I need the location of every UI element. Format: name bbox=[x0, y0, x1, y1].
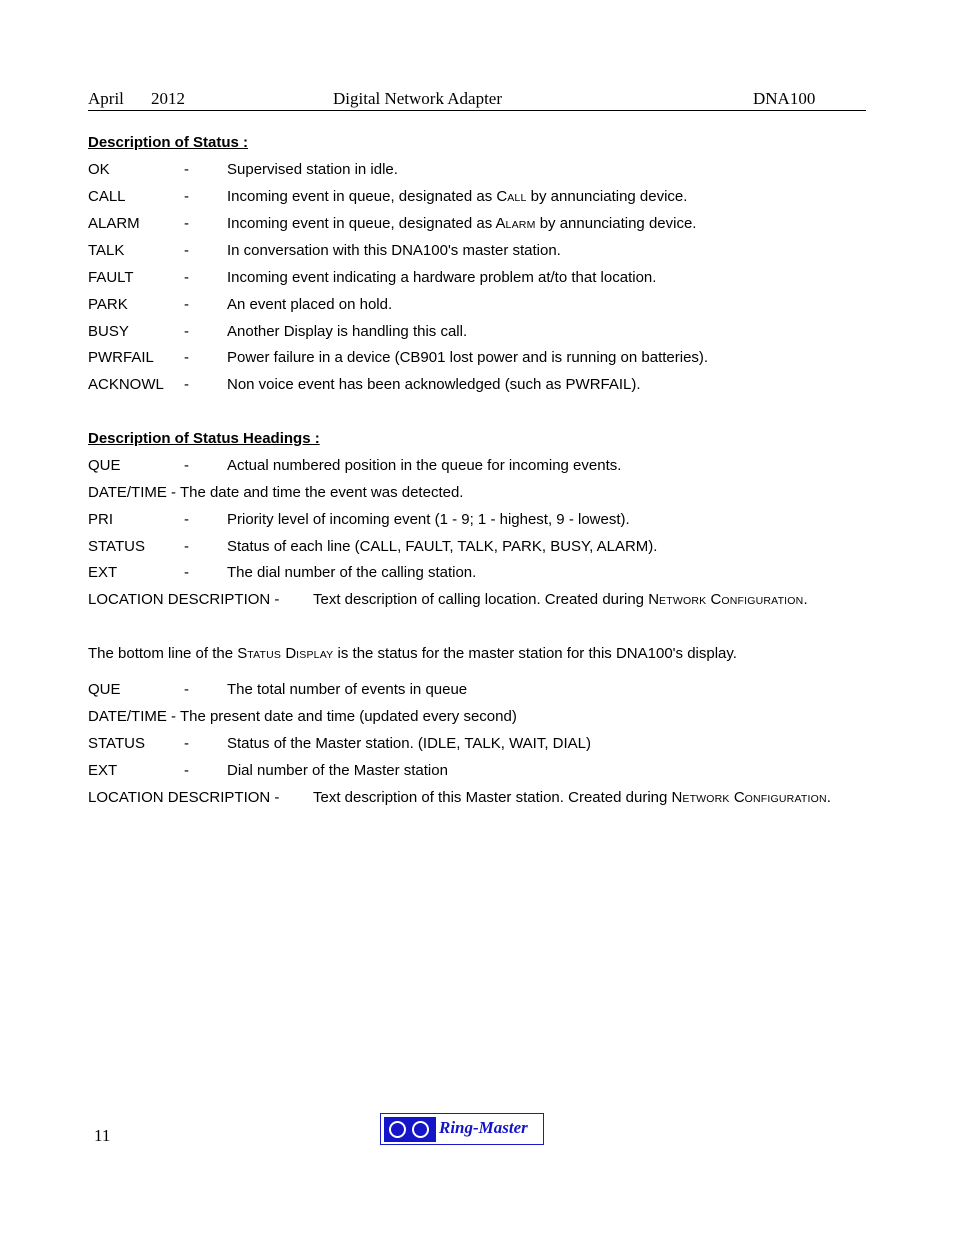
heading-desc: Status of each line (CALL, FAULT, TALK, PARK, BUSY, ALARM). bbox=[227, 538, 658, 555]
status-desc: Incoming event indicating a hardware problem at/to that location. bbox=[227, 269, 657, 286]
header-year: 2012 bbox=[151, 89, 185, 108]
heading-row-status bbox=[88, 538, 908, 556]
status-desc: In conversation with this DNA100's master station. bbox=[227, 242, 561, 259]
dash: - bbox=[184, 242, 189, 259]
master-row-ext bbox=[88, 762, 908, 780]
heading-desc: Actual numbered position in the queue for incoming events. bbox=[227, 457, 622, 474]
heading-desc: Text description of calling location. Created during NETWORK CONFIGURATION. bbox=[313, 591, 808, 608]
status-desc: Incoming event in queue, designated as CALL by annunciating device. bbox=[227, 188, 688, 205]
dash: - bbox=[184, 376, 189, 393]
status-term: ALARM bbox=[88, 215, 140, 232]
bottom-line-paragraph: The bottom line of the STATUS DISPLAY is the status for the master station for this DNA100's display. bbox=[88, 645, 737, 662]
logo-rings-icon bbox=[384, 1117, 436, 1142]
status-heading: Description of Status : bbox=[88, 134, 249, 151]
status-row-pwrfail bbox=[88, 349, 908, 367]
heading-term: EXT bbox=[88, 564, 118, 581]
heading-term: LOCATION DESCRIPTION - bbox=[88, 591, 280, 608]
heading-full-line: DATE/TIME - The date and time the event was detected. bbox=[88, 484, 464, 501]
master-row-que bbox=[88, 681, 908, 699]
status-desc: Supervised station in idle. bbox=[227, 161, 398, 178]
dash: - bbox=[184, 762, 189, 779]
page-number: 11 bbox=[94, 1126, 111, 1145]
heading-row-que bbox=[88, 457, 908, 475]
status-term: CALL bbox=[88, 188, 126, 205]
ring-icon bbox=[389, 1121, 406, 1138]
dash: - bbox=[184, 215, 189, 232]
master-row-location bbox=[88, 789, 908, 807]
header-month: April bbox=[88, 89, 124, 108]
status-desc: Non voice event has been acknowledged (such as PWRFAIL). bbox=[227, 376, 641, 393]
heading-row-location bbox=[88, 591, 908, 609]
headings-heading: Description of Status Headings : bbox=[88, 430, 320, 447]
status-term: PWRFAIL bbox=[88, 349, 154, 366]
status-term: FAULT bbox=[88, 269, 134, 286]
heading-desc: The dial number of the calling station. bbox=[227, 564, 477, 581]
status-term: PARK bbox=[88, 296, 128, 313]
dash: - bbox=[184, 269, 189, 286]
logo-text: Ring-Master bbox=[439, 1118, 528, 1137]
ring-icon bbox=[412, 1121, 429, 1138]
status-row-talk bbox=[88, 242, 908, 260]
status-term: TALK bbox=[88, 242, 125, 259]
master-term: QUE bbox=[88, 681, 121, 698]
dash: - bbox=[184, 323, 189, 340]
status-row-fault bbox=[88, 269, 908, 287]
heading-term: QUE bbox=[88, 457, 121, 474]
heading-row-pri bbox=[88, 511, 908, 529]
master-term: EXT bbox=[88, 762, 118, 779]
dash: - bbox=[184, 681, 189, 698]
status-desc: Another Display is handling this call. bbox=[227, 323, 468, 340]
dash: - bbox=[184, 511, 189, 528]
status-term: BUSY bbox=[88, 323, 129, 340]
heading-row-datetime bbox=[88, 484, 908, 502]
status-desc: Power failure in a device (CB901 lost power and is running on batteries). bbox=[227, 349, 709, 366]
dash: - bbox=[184, 188, 189, 205]
dash: - bbox=[184, 161, 189, 178]
dash: - bbox=[184, 538, 189, 555]
status-row-alarm bbox=[88, 215, 908, 233]
master-desc: Text description of this Master station. Created during NETWORK CONFIGURATION. bbox=[313, 789, 831, 806]
dash: - bbox=[184, 349, 189, 366]
dash: - bbox=[184, 457, 189, 474]
master-desc: Dial number of the Master station bbox=[227, 762, 448, 779]
status-row-acknowl bbox=[88, 376, 908, 394]
status-row-call bbox=[88, 188, 908, 206]
master-desc: Status of the Master station. (IDLE, TALK, WAIT, DIAL) bbox=[227, 735, 592, 752]
ring-master-logo bbox=[380, 1113, 544, 1145]
dash: - bbox=[184, 564, 189, 581]
heading-term: PRI bbox=[88, 511, 114, 528]
status-row-ok bbox=[88, 161, 908, 179]
heading-row-ext bbox=[88, 564, 908, 582]
heading-term: STATUS bbox=[88, 538, 145, 555]
status-term: OK bbox=[88, 161, 110, 178]
master-term: STATUS bbox=[88, 735, 145, 752]
master-desc: The total number of events in queue bbox=[227, 681, 468, 698]
status-row-park bbox=[88, 296, 908, 314]
status-row-busy bbox=[88, 323, 908, 341]
dash: - bbox=[184, 735, 189, 752]
status-desc: Incoming event in queue, designated as ALARM by annunciating device. bbox=[227, 215, 697, 232]
header-title: Digital Network Adapter bbox=[333, 89, 503, 108]
master-full-line: DATE/TIME - The present date and time (updated every second) bbox=[88, 708, 517, 725]
master-row-status bbox=[88, 735, 908, 753]
page-header bbox=[88, 88, 866, 111]
dash: - bbox=[184, 296, 189, 313]
master-term: LOCATION DESCRIPTION - bbox=[88, 789, 280, 806]
header-model: DNA100 bbox=[753, 89, 816, 108]
status-desc: An event placed on hold. bbox=[227, 296, 393, 313]
master-row-datetime bbox=[88, 708, 908, 726]
heading-desc: Priority level of incoming event (1 - 9; 1 - highest, 9 - lowest). bbox=[227, 511, 630, 528]
status-term: ACKNOWL bbox=[88, 376, 164, 393]
